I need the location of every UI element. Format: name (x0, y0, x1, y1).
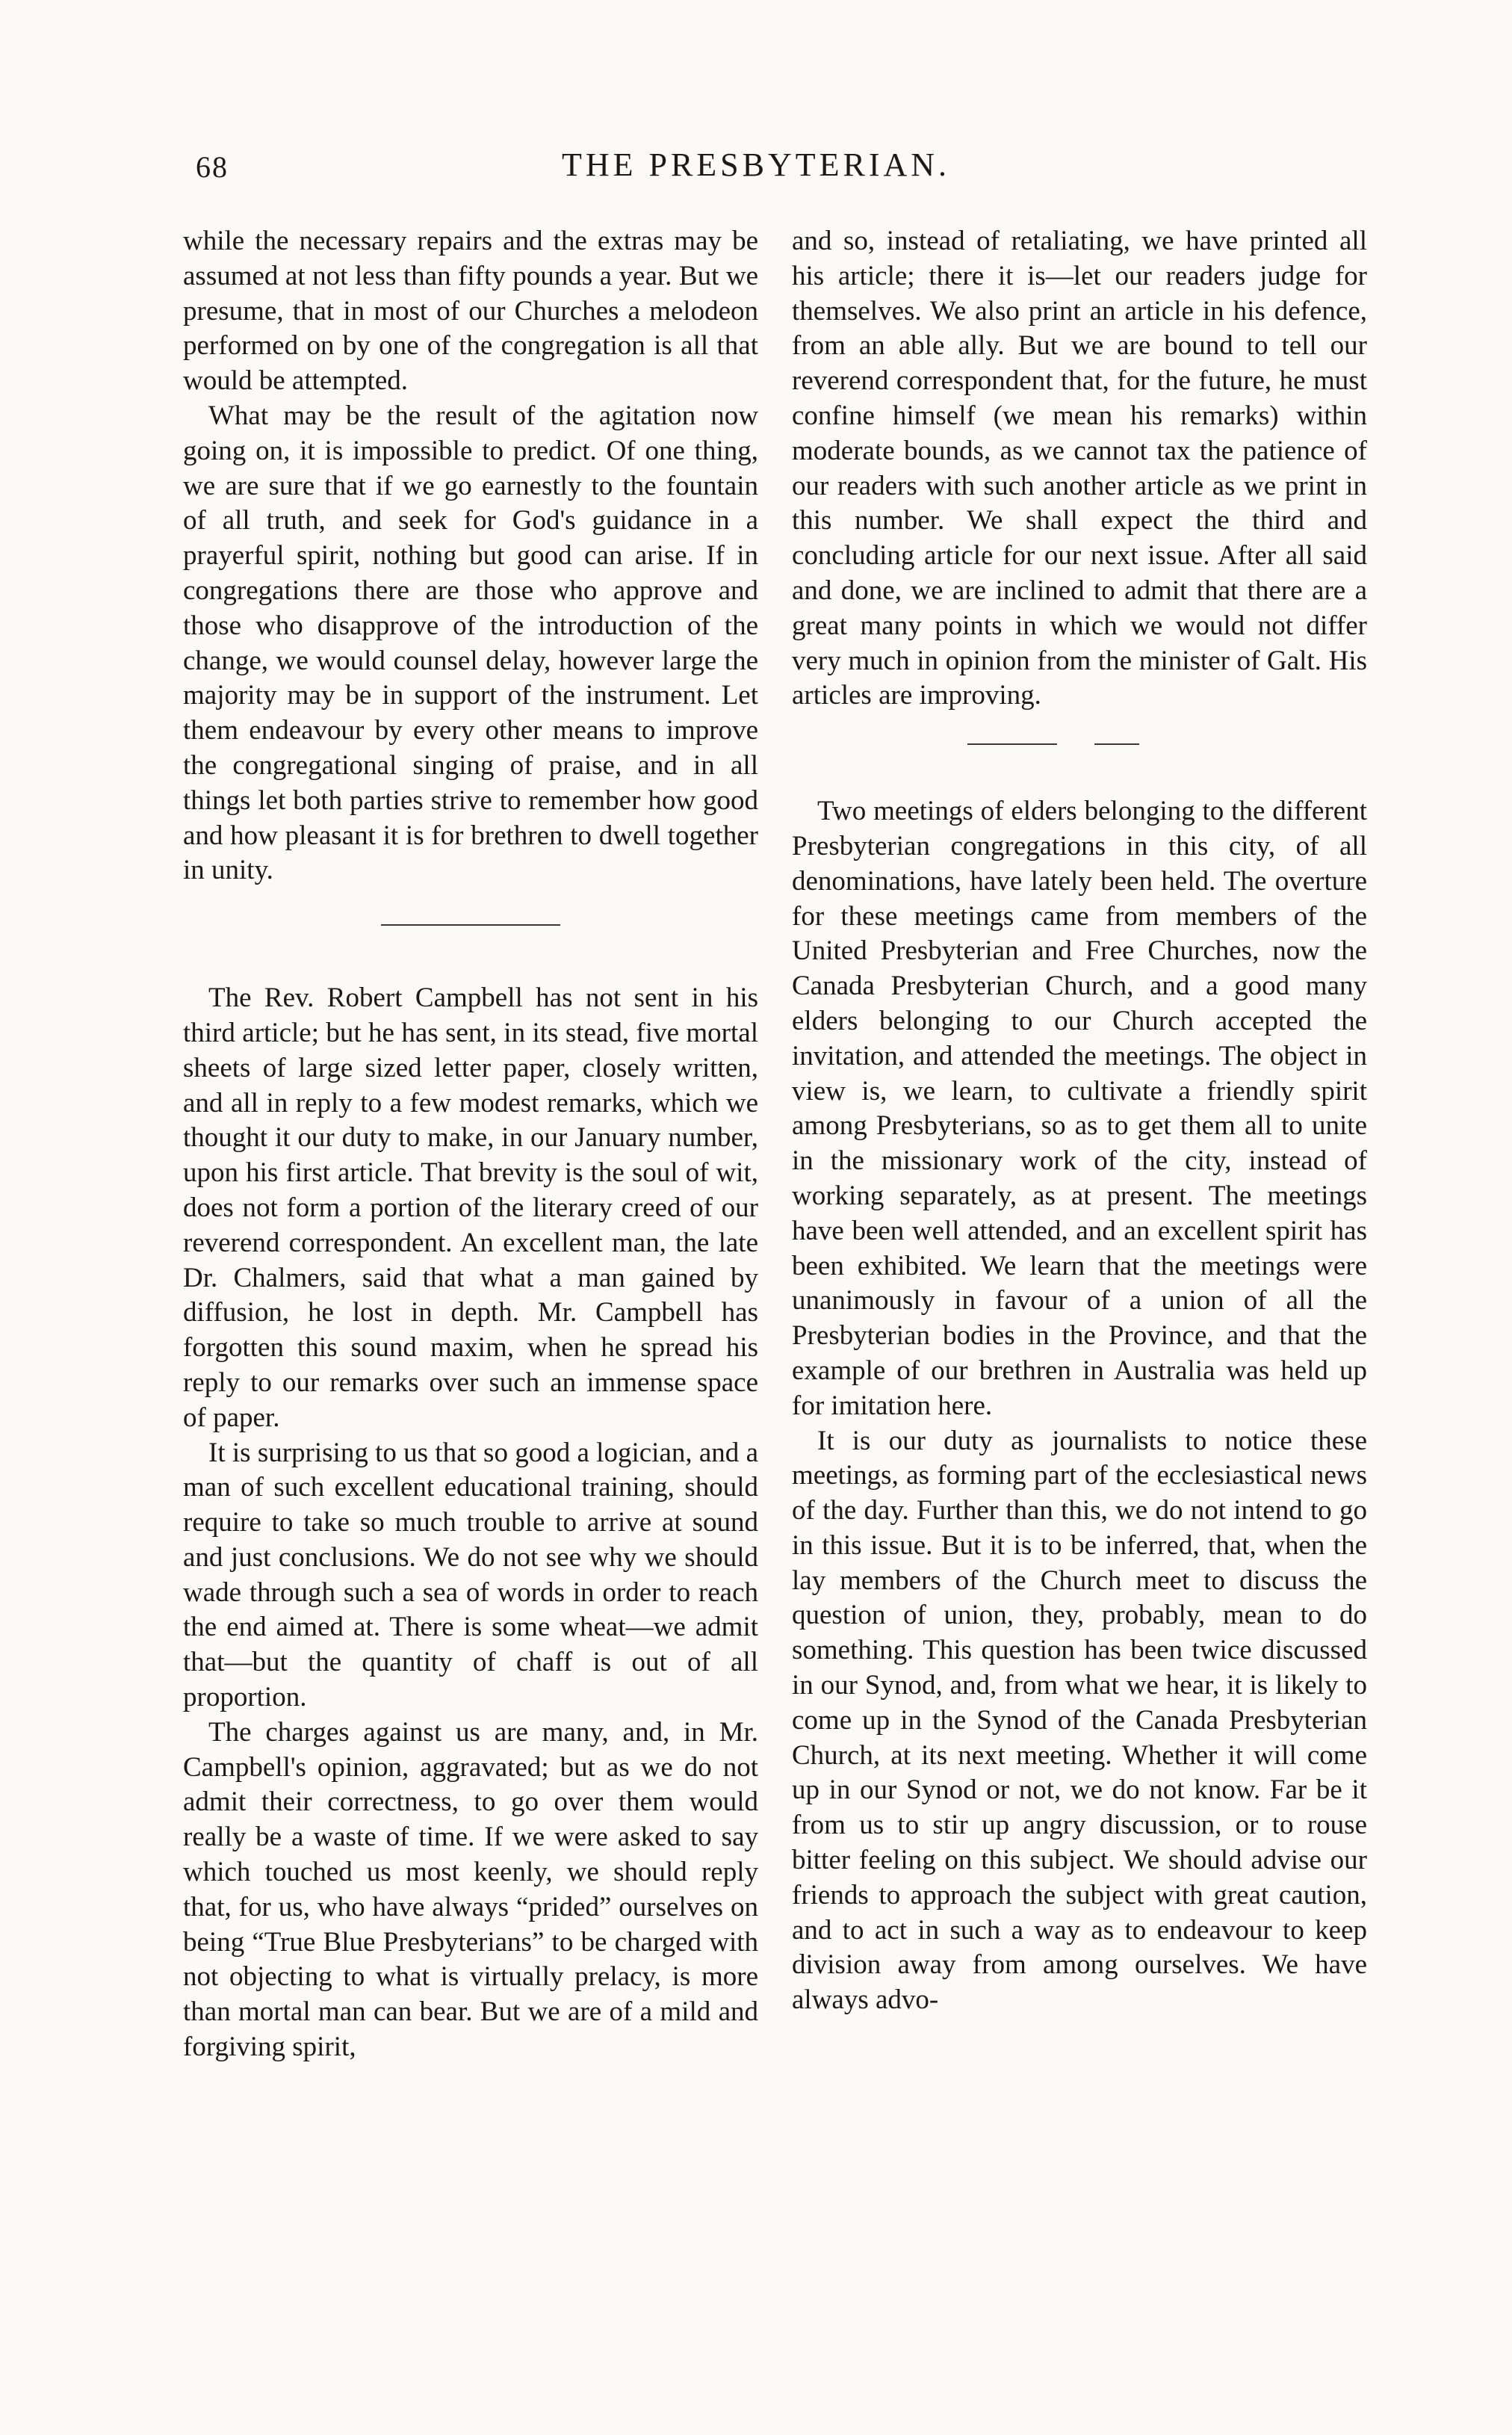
paragraph: The Rev. Robert Campbell has not sent in his third article; but he has sent, in its stead, five mortal sheets of large sized letter paper, closely written, and all in reply to a few modest remarks, which we thought it our duty to make, in our January number, upon his first article. That brevity is the soul of wit, does not form a portion of the literary creed of our reverend correspondent. An excellent man, the late Dr. Chalmers, said that what a man gained by diffusion, he lost in depth. Mr. Campbell has forgotten this sound maxim, when he spread his reply to our remarks over such an immense space of paper. (183, 983, 758, 1433)
section-divider (792, 714, 1367, 773)
paragraph: and so, instead of retaliating, we have printed all his article; there it is—let our readers judge for themselves. We also print an article in his defence, from an able ally. But we are bound to tell our reverend correspondent that, for the future, he must confine himself (we mean his remarks) within moderate bounds, as we cannot tax the patience of our readers with such another article as we print in this number. We shall expect the third and concluding article for our next issue. After all said and done, we are inclined to admit that there are a great many points in which we would not differ very much in opinion from the minister of Galt. His articles are improving. (792, 226, 1367, 711)
paragraph: It is surprising to us that so good a logician, and a man of such excellent educational training, should require to take so much trouble to arrive at sound and just conclusions. We do not see why we should wade through such a sea of words in order to reach the end aimed at. There is some wheat—we admit that—but the quantity of chaff is out of all proportion. (183, 1437, 758, 1713)
page-number: 68 (196, 150, 229, 184)
left-column (183, 224, 758, 2065)
right-column (792, 224, 1367, 2018)
paragraph: It is our duty as journalists to notice these meetings, as forming part of the ecclesiastical news of the day. Further than this, we do not intend to go in this issue. But it is to be inferred, that, when the lay members of the Church meet to discuss the question of union, they, probably, mean to do something. This question has been twice discussed in our Synod, and, from what we hear, it is likely to come up in the Synod of the Canada Presbyterian Church, at its next meeting. Whether it will come up in our Synod or not, we do not know. Far be it from us to stir up angry discussion, or to rouse bitter feeling on this subject. We should advise our friends to approach the subject with great caution, and to act in such a way as to endeavour to keep division away from among ourselves. We have always advo- (792, 1425, 1367, 2016)
paragraph: The charges against us are many, and, in Mr. Campbell's opinion, aggravated; but as we do not admit their correctness, to go over them would really be a waste of time. If we were asked to say which touched us most keenly, we should reply that, for us, who have always “prided” ourselves on being “True Blue Presbyterians” to be charged with not objecting to what is virtually prelacy, is more than mortal man can bear. But we are of a mild and forgiving spirit, (183, 1716, 758, 2063)
section-divider (183, 888, 758, 960)
paragraph: Two meetings of elders belonging to the different Presbyterian congregations in this city, of all denominations, have lately been held. The overture for these meetings came from members of the United Presbyterian and Free Churches, now the Canada Presbyterian Church, and a good many elders belonging to our Church accepted the invitation, and attended the meetings. The object in view is, we learn, to cultivate a friendly spirit among Presbyterians, so as to get them all to unite in the missionary work of the city, instead of working separately, as at present. The meetings have been well attended, and an excellent spirit has been exhibited. We learn that the meetings were unanimously in favour of a union of all the Presbyterian bodies in the Province, and that the example of our brethren in Australia was held up for imitation here. (792, 796, 1367, 1421)
running-title: THE PRESBYTERIAN. (561, 146, 951, 183)
page-header (0, 0, 1512, 194)
paragraph: What may be the result of the agitation now going on, it is impossible to predict. Of one thing, we are sure that if we go earnestly to the fountain of all truth, and seek for God's guidance in a prayerful spirit, nothing but good can arise. If in congregations there are those who approve and those who disapprove of the introduction of the change, we would counsel delay, however large the majority may be in support of the instrument. Let them endeavour by every other means to improve the congregational singing of praise, and in all things let both parties strive to remember how good and how pleasant it is for brethren to dwell together in unity. (183, 400, 758, 886)
paragraph: while the necessary repairs and the extras may be assumed at not less than fifty pounds a year. But we presume, that in most of our Churches a melodeon performed on by one of the congregation is all that would be attempted. (183, 226, 758, 397)
